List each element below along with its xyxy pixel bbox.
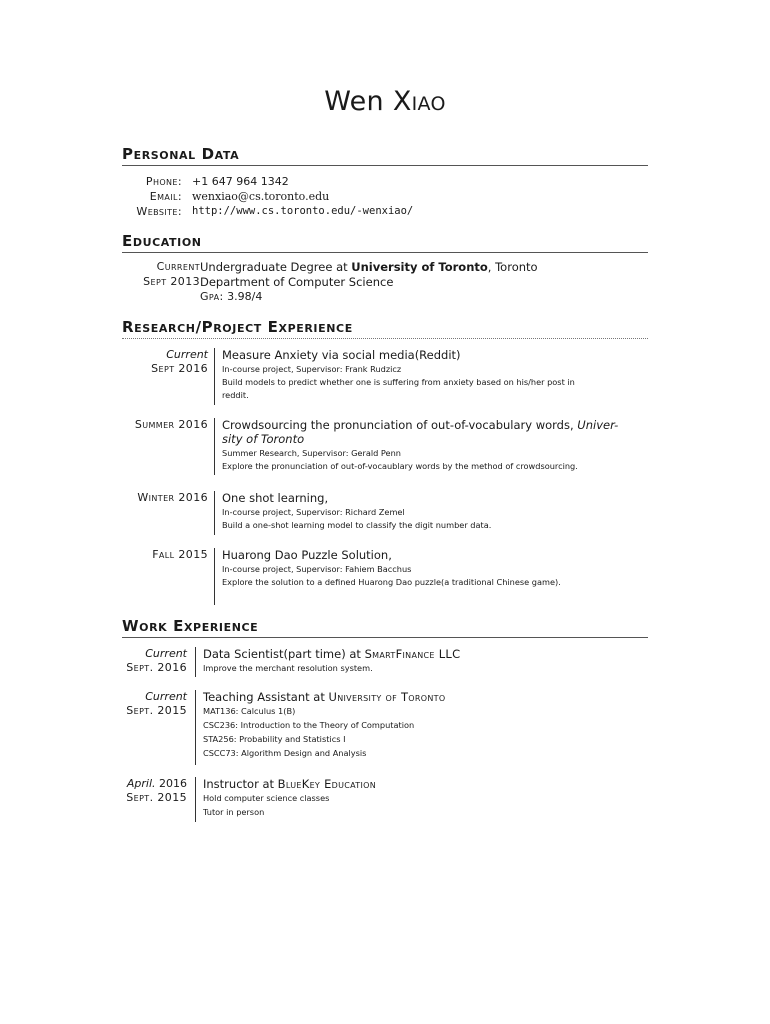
research-title-affiliation: Univer- (577, 418, 619, 432)
timeline-bar (214, 348, 215, 405)
research-body (222, 348, 575, 402)
timeline-bar (195, 647, 196, 677)
work-heading: Work Experience (122, 617, 648, 638)
research-heading: Research/Project Experience (122, 318, 648, 339)
education-entry (122, 260, 648, 305)
education-section (122, 232, 648, 303)
education-row-2 (122, 275, 648, 290)
email-row (122, 190, 648, 205)
phone-value: +1 647 964 1342 (192, 175, 289, 188)
last-name: Xiao (392, 86, 446, 117)
website-label: Website: (136, 205, 182, 218)
school-location: , Toronto (487, 260, 538, 274)
work-organization: SmartFinance LLC (364, 647, 461, 661)
research-title-cont (222, 432, 618, 446)
research-date-start: Summer 2016 (134, 418, 208, 431)
research-subtitle: In-course project, Supervisor: Frank Rudzicz (222, 364, 402, 374)
education-gpa (200, 290, 262, 303)
work-title (203, 777, 376, 791)
work-date-end: Current (145, 647, 187, 660)
research-date (135, 418, 208, 432)
work-role: Data Scientist(part time) at (203, 647, 361, 661)
research-description: Build a one-shot learning model to classify the digit number data. (222, 520, 492, 530)
education-date-start: Sept 2013 (143, 275, 200, 288)
education-department: Department of Computer Science (200, 275, 394, 289)
work-body (203, 647, 460, 675)
research-subtitle: In-course project, Supervisor: Fahiem Bacchus (222, 564, 412, 574)
work-detail: STA256: Probability and Statistics I (203, 734, 346, 744)
work-date (126, 647, 187, 675)
gpa-label: Gpa: (200, 290, 224, 303)
page-title (0, 86, 770, 117)
work-date-end-year: 2016 (155, 777, 187, 790)
gpa-value: 3.98/4 (227, 290, 263, 303)
research-description: Explore the solution to a defined Huarong Dao puzzle(a traditional Chinese game). (222, 577, 561, 587)
work-organization: University of Toronto (328, 690, 446, 704)
research-title: Measure Anxiety via social media(Reddit) (222, 348, 461, 362)
work-date-start: Sept. 2016 (126, 661, 187, 674)
research-date-start: Sept 2016 (151, 362, 208, 375)
research-subtitle: In-course project, Supervisor: Richard Zemel (222, 507, 405, 517)
work-detail: MAT136: Calculus 1(B) (203, 706, 296, 716)
personal-data-heading: Personal Data (122, 145, 648, 166)
work-date-end: Current (145, 690, 187, 703)
work-body (203, 777, 376, 819)
work-role: Instructor at (203, 777, 275, 791)
timeline-bar (195, 690, 196, 765)
education-row-1 (122, 260, 648, 275)
work-detail: Improve the merchant resolution system. (203, 663, 373, 673)
education-degree (200, 260, 538, 274)
first-name: Wen (324, 86, 384, 117)
work-role: Teaching Assistant at (203, 690, 325, 704)
work-title (203, 690, 445, 704)
research-body (222, 491, 491, 532)
research-body (222, 418, 618, 473)
education-row-3 (122, 290, 648, 305)
work-title (203, 647, 460, 661)
education-date-end: Current (156, 260, 200, 273)
personal-data-section (122, 145, 648, 218)
research-title-affiliation-cont: sity of Toronto (222, 432, 305, 446)
email-link[interactable]: wenxiao@cs.toronto.edu (192, 190, 330, 203)
work-date-start: Sept. 2015 (126, 791, 187, 804)
work-detail: CSC236: Introduction to the Theory of Computation (203, 720, 415, 730)
phone-row (122, 175, 648, 190)
email-label: Email: (149, 190, 182, 203)
timeline-bar (214, 491, 215, 535)
research-title: One shot learning, (222, 491, 329, 505)
work-date (126, 777, 187, 805)
work-detail: Tutor in person (203, 807, 265, 817)
education-heading: Education (122, 232, 648, 253)
research-date-start: Winter 2016 (137, 491, 208, 504)
research-subtitle: Summer Research, Supervisor: Gerald Penn (222, 448, 401, 458)
research-date-start: Fall 2015 (152, 548, 208, 561)
school-name: University of Toronto (351, 260, 488, 274)
research-date (152, 548, 208, 562)
timeline-bar (214, 418, 215, 475)
phone-label: Phone: (145, 175, 182, 188)
work-detail: CSCC73: Algorithm Design and Analysis (203, 748, 367, 758)
personal-data-list (122, 175, 648, 220)
work-detail: Hold computer science classes (203, 793, 330, 803)
research-date (151, 348, 208, 376)
research-title (222, 418, 618, 432)
research-section (122, 318, 648, 587)
research-body (222, 548, 561, 589)
research-description: Build models to predict whether one is suffering from anxiety based on his/her post in (222, 377, 575, 387)
work-date-end-month: April. (126, 777, 156, 790)
work-date (126, 690, 187, 718)
work-date-start: Sept. 2015 (126, 704, 187, 717)
research-title: Huarong Dao Puzzle Solution, (222, 548, 392, 562)
degree-text: Undergraduate Degree at (200, 260, 348, 274)
research-description-cont: reddit. (222, 390, 249, 400)
work-body (203, 690, 445, 760)
research-title-text: Crowdsourcing the pronunciation of out-of-vocabulary words, (222, 418, 574, 432)
research-date (137, 491, 208, 505)
timeline-bar (214, 548, 215, 605)
work-organization: BlueKey Education (277, 777, 377, 791)
research-description: Explore the pronunciation of out-of-vocaublary words by the method of crowdsourcing. (222, 461, 578, 471)
timeline-bar (195, 777, 196, 822)
work-section (122, 617, 648, 817)
research-date-end: Current (166, 348, 208, 361)
website-link[interactable]: http://www.cs.toronto.edu/-wenxiao/ (192, 205, 414, 217)
website-row (122, 205, 648, 220)
